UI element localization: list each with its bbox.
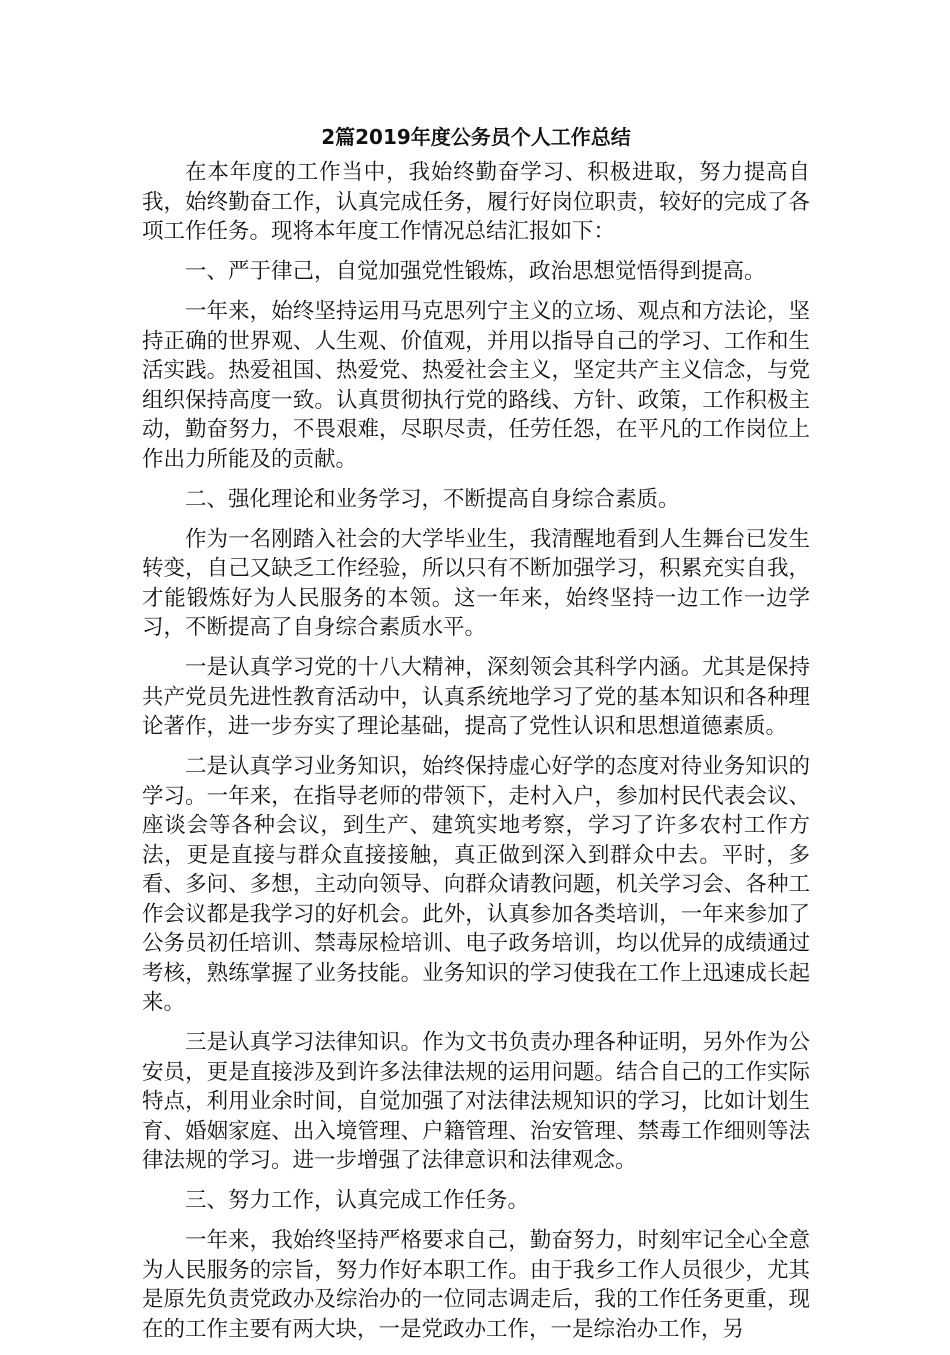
paragraph-point-2: 二是认真学习业务知识，始终保持虚心好学的态度对待业务知识的学习。一年来，在指导老师的带领下，走村入户，参加村民代表会议、座谈会等各种会议，到生产、建筑实地考察，学习了许多农村工作方法，更是直接与群众直接接触，真正做到深入到群众中去。平时，多看、多问、多想，主动向领导、向群众请教问题，机关学习会、各种工作会议都是我学习的好机会。此外，认真参加各类培训，一年来参加了公务员初任培训、禁毒尿检培训、电子政务培训，均以优异的成绩通过考核，熟练掌握了业务技能。业务知识的学习使我在工作上迅速成长起来。 <box>142 754 810 1015</box>
paragraph-point-1: 一是认真学习党的十八大精神，深刻领会其科学内涵。尤其是保持共产党员先进性教育活动中，认真系统地学习了党的基本知识和各种理论著作，进一步夯实了理论基础，提高了党性认识和思想道德素质。 <box>142 655 810 739</box>
document-title: 2篇2019年度公务员个人工作总结 <box>321 125 631 149</box>
paragraph-point-3: 三是认真学习法律知识。作为文书负责办理各种证明，另外作为公安员，更是直接涉及到许多法律法规的运用问题。结合自己的工作实际特点，利用业余时间，自觉加强了对法律法规知识的学习，比如计划生育、婚姻家庭、出入境管理、户籍管理、治安管理、禁毒工作细则等法律法规的学习。进一步增强了法律意识和法律观念。 <box>142 1030 810 1173</box>
section-heading-3: 三、努力工作，认真完成工作任务。 <box>185 1188 530 1213</box>
paragraph-intro: 在本年度的工作当中，我始终勤奋学习、积极进取，努力提高自我，始终勤奋工作，认真完成任务，履行好岗位职责，较好的完成了各项工作任务。现将本年度工作情况总结汇报如下： <box>142 160 810 244</box>
section-heading-2: 二、强化理论和业务学习，不断提高自身综合素质。 <box>185 486 680 512</box>
section-heading-1: 一、严于律己，自觉加强党性锻炼，政治思想觉悟得到提高。 <box>185 259 766 284</box>
paragraph-section-3: 一年来，我始终坚持严格要求自己，勤奋努力，时刻牢记全心全意为人民服务的宗旨，努力作好本职工作。由于我乡工作人员很少，尤其是原先负责党政办及综治办的一位同志调走后，我的工作任务更重，现在的工作主要有两大块，一是党政办工作，一是综治办工作，另 <box>142 1228 810 1342</box>
document-page <box>142 122 810 1355</box>
paragraph-section-2: 作为一名刚踏入社会的大学毕业生，我清醒地看到人生舞台已发生转变，自己又缺乏工作经验，所以只有不断加强学习，积累充实自我，才能锻炼好为人民服务的本领。这一年来，始终坚持一边工作一边学习，不断提高了自身综合素质水平。 <box>142 526 810 640</box>
paragraph-section-1: 一年来，始终坚持运用马克思列宁主义的立场、观点和方法论，坚持正确的世界观、人生观、价值观，并用以指导自己的学习、工作和生活实践。热爱祖国、热爱党、热爱社会主义，坚定共产主义信念，与党组织保持高度一致。认真贯彻执行党的路线、方针、政策，工作积极主动，勤奋努力，不畏艰难，尽职尽责，任劳任怨，在平凡的工作岗位上作出力所能及的贡献。 <box>142 299 810 472</box>
